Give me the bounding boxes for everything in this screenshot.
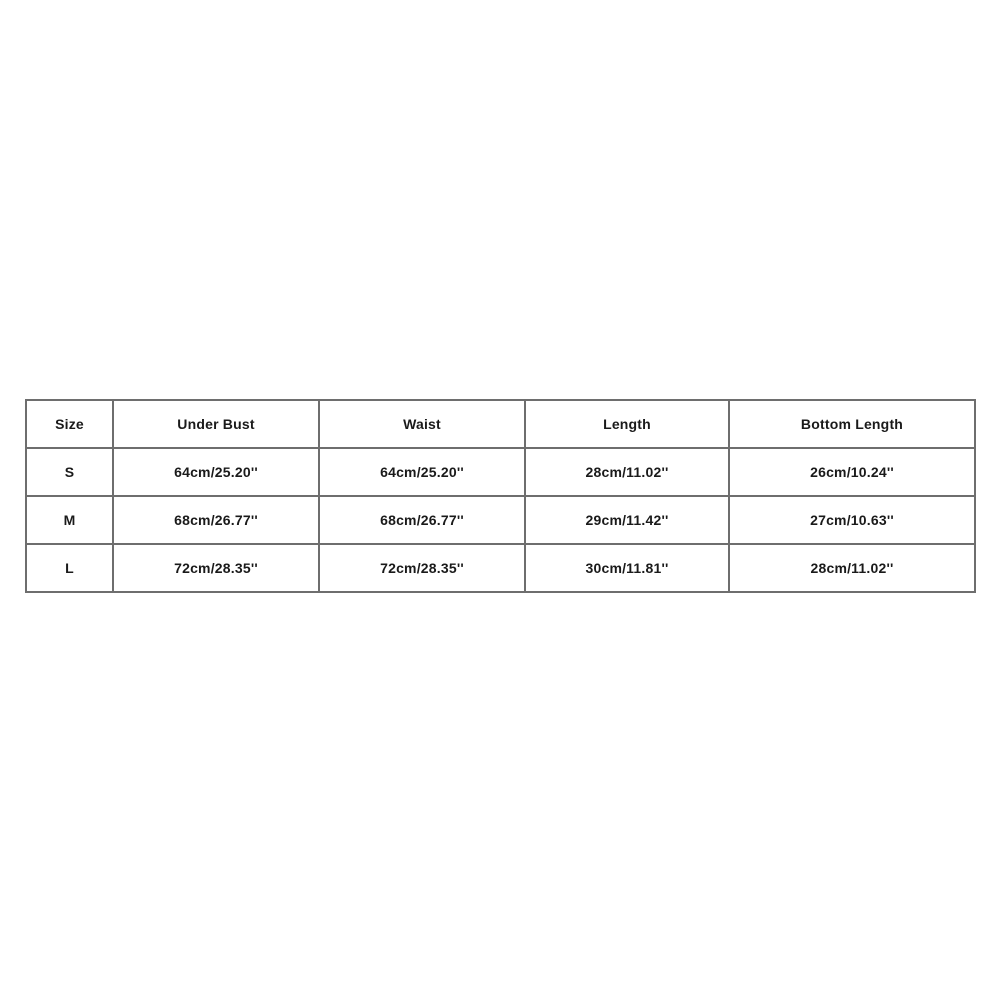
- table-row: [26, 448, 975, 496]
- header-cell-bottom-length: Bottom Length: [729, 400, 975, 448]
- waist-cell: 64cm/25.20'': [319, 448, 525, 496]
- header-cell-waist: Waist: [319, 400, 525, 448]
- length-cell: 28cm/11.02'': [525, 448, 729, 496]
- under-bust-cell: 64cm/25.20'': [113, 448, 319, 496]
- size-chart-table: [25, 399, 976, 593]
- under-bust-cell: 68cm/26.77'': [113, 496, 319, 544]
- table-row: [26, 496, 975, 544]
- table-header-row: [26, 400, 975, 448]
- size-label-cell: S: [26, 448, 113, 496]
- bottom-length-cell: 27cm/10.63'': [729, 496, 975, 544]
- header-cell-length: Length: [525, 400, 729, 448]
- waist-cell: 68cm/26.77'': [319, 496, 525, 544]
- length-cell: 29cm/11.42'': [525, 496, 729, 544]
- length-cell: 30cm/11.81'': [525, 544, 729, 592]
- bottom-length-cell: 26cm/10.24'': [729, 448, 975, 496]
- size-label-cell: M: [26, 496, 113, 544]
- bottom-length-cell: 28cm/11.02'': [729, 544, 975, 592]
- header-cell-size: Size: [26, 400, 113, 448]
- header-cell-under-bust: Under Bust: [113, 400, 319, 448]
- size-label-cell: L: [26, 544, 113, 592]
- table-row: [26, 544, 975, 592]
- under-bust-cell: 72cm/28.35'': [113, 544, 319, 592]
- waist-cell: 72cm/28.35'': [319, 544, 525, 592]
